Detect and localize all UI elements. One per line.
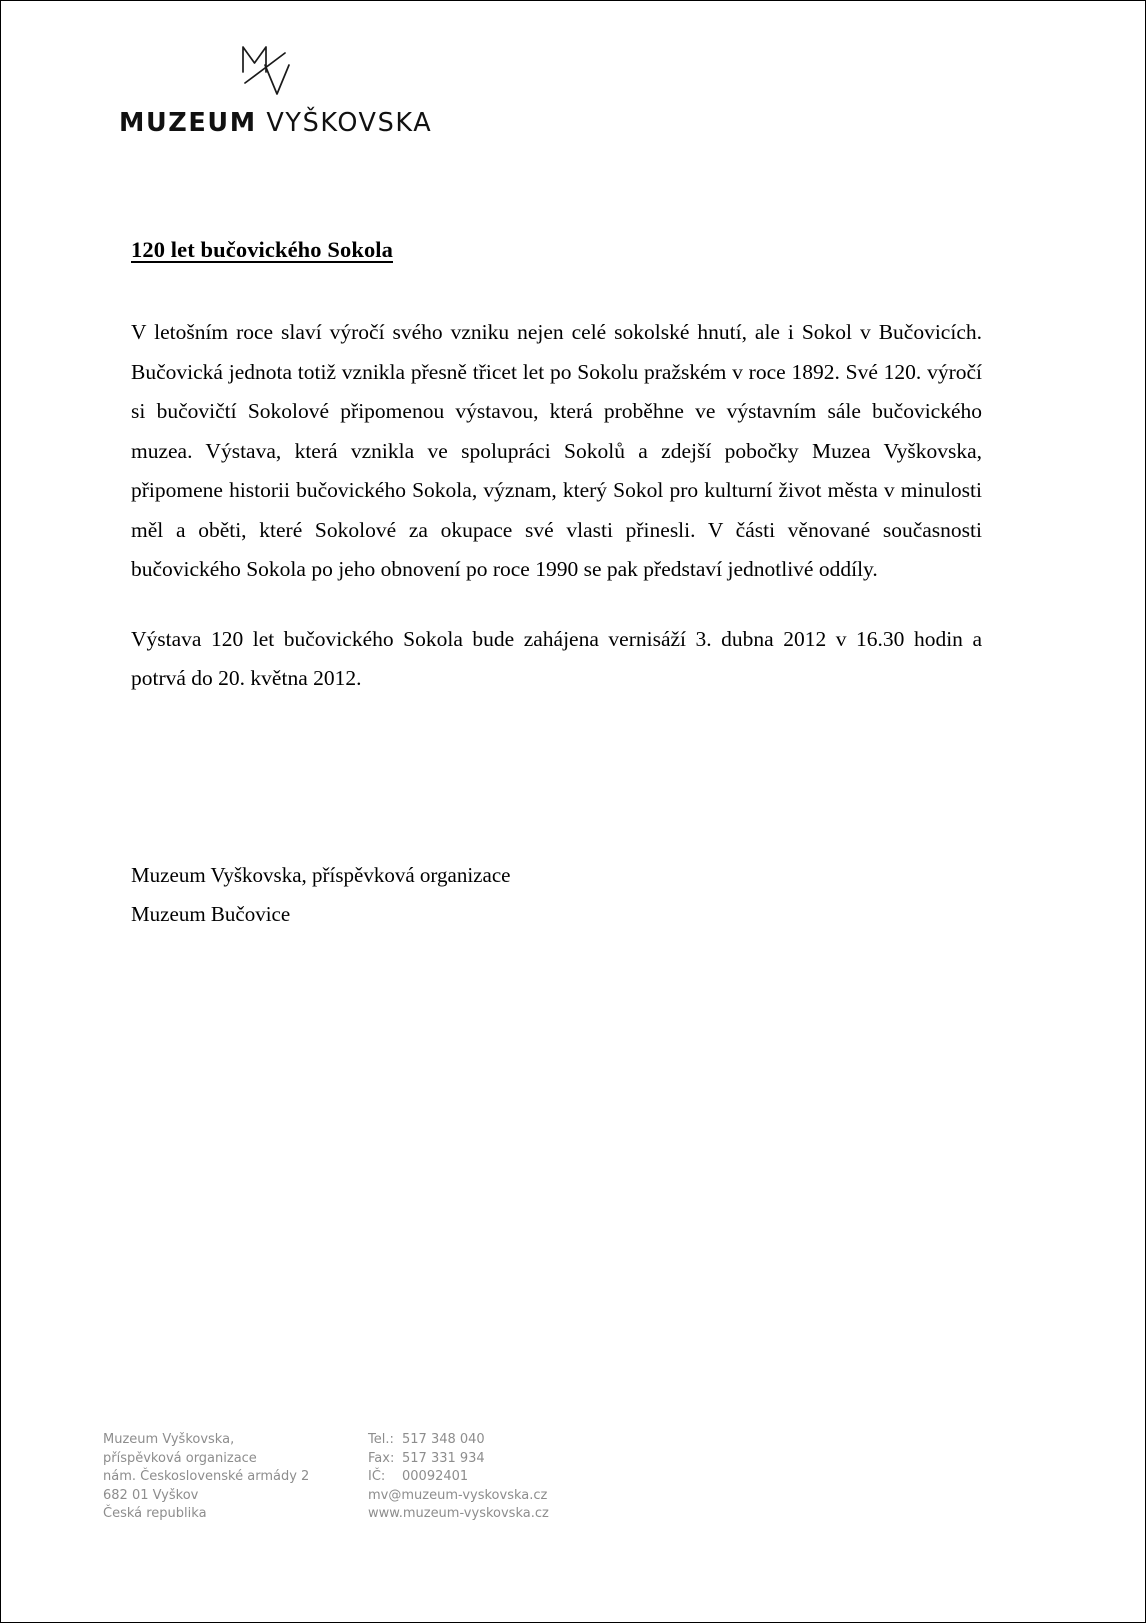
signature-line: Muzeum Vyškovska, příspěvková organizace — [131, 863, 511, 887]
footer-website[interactable]: www.muzeum-vyskovska.cz — [368, 1506, 549, 1522]
footer-email[interactable]: mv@muzeum-vyskovska.cz — [368, 1487, 548, 1503]
signature-line: Muzeum Bučovice — [131, 902, 291, 926]
footer-address-line: Muzeum Vyškovska, — [103, 1432, 235, 1447]
footer-ico-line — [368, 1468, 549, 1487]
footer-address-line: 682 01 Vyškov — [103, 1487, 199, 1503]
body-text — [131, 313, 982, 699]
page-footer — [103, 1431, 703, 1524]
footer-phone-label: Tel.: — [368, 1432, 394, 1447]
wordmark-bold: MUZEUM — [119, 108, 257, 138]
footer-address-line: nám. Československé armády 2 — [103, 1469, 310, 1485]
footer-phone-value: 517 348 040 — [402, 1432, 485, 1447]
footer-phone-line — [368, 1431, 549, 1450]
footer-fax-label: Fax: — [368, 1450, 395, 1466]
footer-address-line: Česká republika — [103, 1506, 207, 1522]
footer-fax-line — [368, 1450, 549, 1469]
letterhead — [119, 39, 433, 149]
footer-address-line: příspěvková organizace — [103, 1450, 257, 1466]
wordmark — [119, 108, 433, 138]
footer-fax-value: 517 331 934 — [402, 1450, 485, 1466]
paragraph: V letošním roce slaví výročí svého vzniku nejen celé sokolské hnutí, ale i Sokol v Bučovicích. Bučovická jednota totiž vznikla přesně třicet let po Sokolu pražském v roce 1892. Své 120. výročí si bučovičtí Sokolové připomenou výstavou, která proběhne ve výstavním sále bučovického muzea. Výstava, která vznikla ve spolupráci Sokolů a zdejší pobočky Muzea Vyškovska, připomene historii bučovického Sokola, význam, který Sokol pro kulturní život města v minulosti měl a oběti, které Sokolové za okupace své vlasti přinesli. V části věnované současnosti bučovického Sokola po jeho obnovení po roce 1990 se pak představí jednotlivé oddíly. — [131, 320, 982, 581]
paragraph: Výstava 120 let bučovického Sokola bude zahájena vernisáží 3. dubna 2012 v 16.30 hodin a potrvá do 20. května 2012. — [131, 626, 982, 690]
footer-address-column — [103, 1431, 368, 1524]
footer-contact-column — [368, 1431, 549, 1524]
footer-ico-label: IČ: — [368, 1469, 386, 1485]
signature-block — [131, 856, 510, 934]
page-title: 120 let bučovického Sokola — [131, 237, 393, 262]
mv-monogram-icon — [235, 39, 301, 101]
footer-ico-value: 00092401 — [402, 1469, 469, 1485]
wordmark-light: VYŠKOVSKA — [256, 108, 433, 138]
